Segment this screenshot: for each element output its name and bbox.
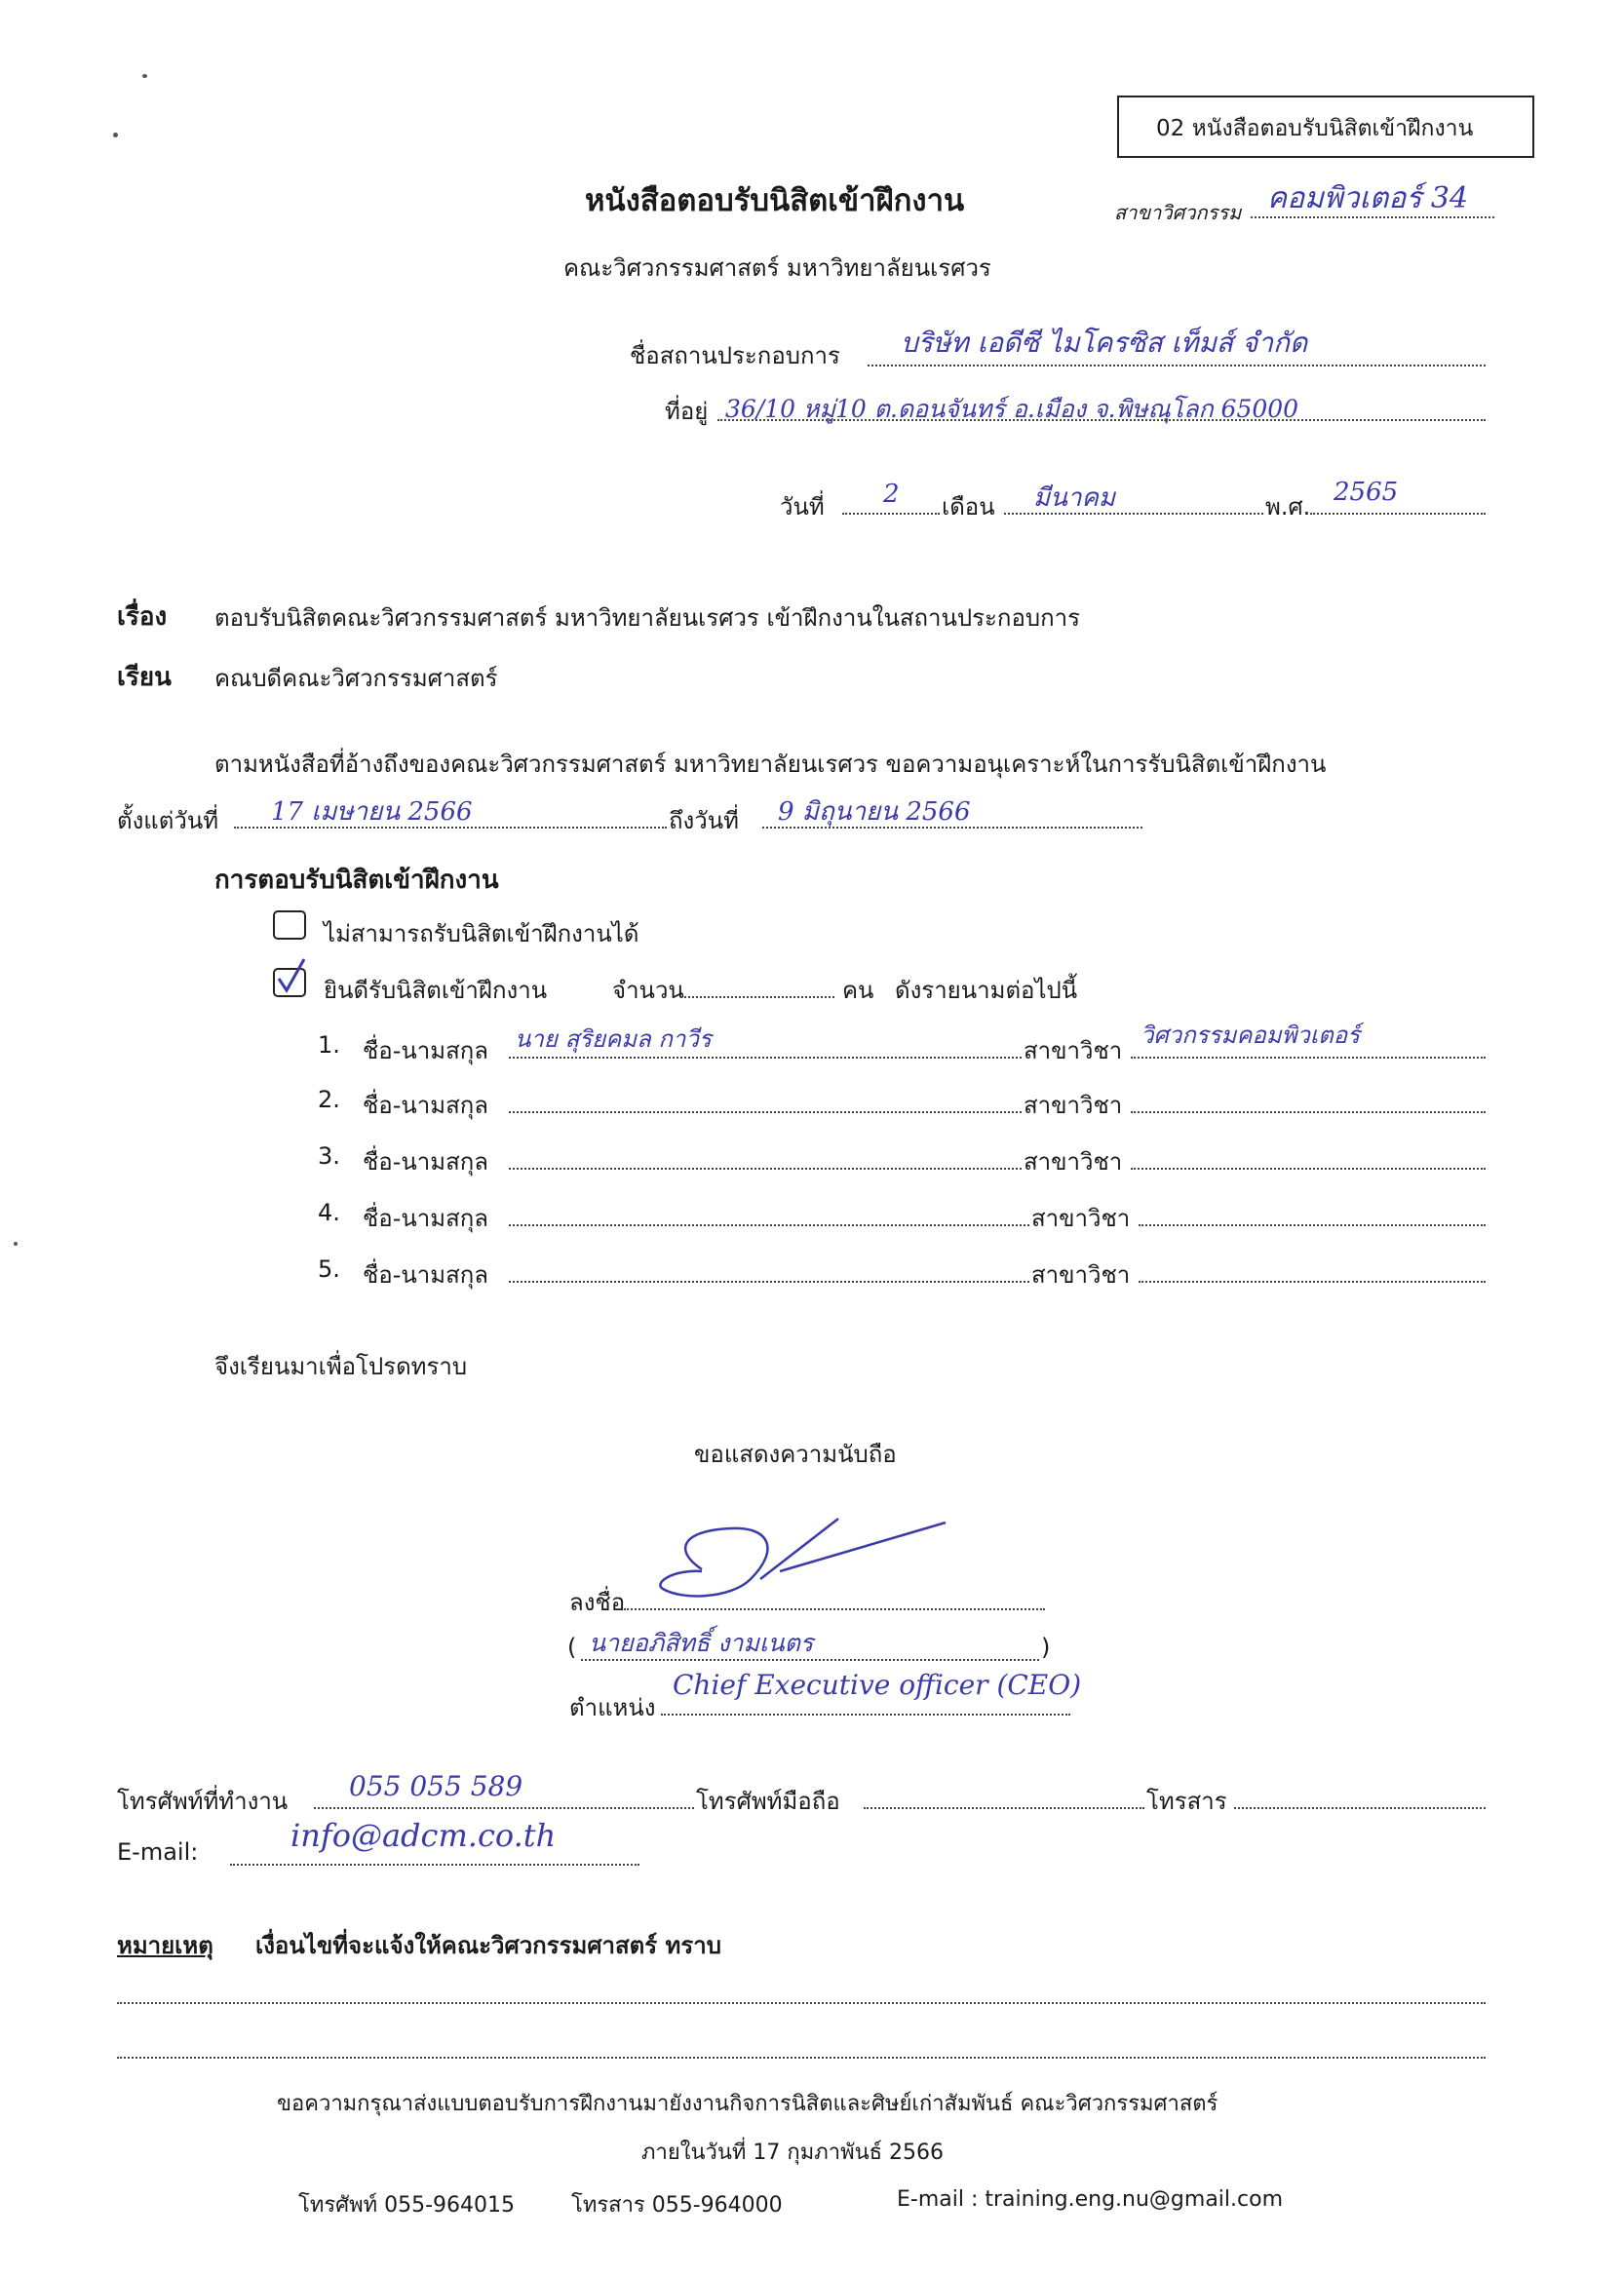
regards-text: ขอแสดงความนับถือ — [694, 1441, 897, 1468]
student-major-line — [1131, 1111, 1486, 1113]
student-major-label: สาขาวิชา — [1024, 1148, 1123, 1176]
student-number: 2. — [318, 1086, 340, 1113]
student-number: 1. — [318, 1031, 340, 1059]
faculty-subtitle: คณะวิศวกรรมศาสตร์ มหาวิทยาลัยนเรศวร — [563, 254, 991, 282]
student-major-line — [1139, 1281, 1486, 1283]
student-major-label: สาขาวิชา — [1024, 1037, 1123, 1064]
student-number: 4. — [318, 1199, 340, 1226]
position-value: Chief Executive officer (CEO) — [673, 1669, 1082, 1701]
student-name-label: ชื่อ-นามสกุล — [363, 1037, 488, 1064]
subject-text: ตอบรับนิสิตคณะวิศวกรรมศาสตร์ มหาวิทยาลัยนเรศวร เข้าฝึกงานในสถานประกอบการ — [214, 604, 1081, 632]
student-major-line — [1131, 1168, 1486, 1170]
student-name-line — [509, 1281, 1029, 1283]
student-name-line — [509, 1111, 1022, 1113]
student-major-line — [1131, 1057, 1486, 1059]
remark-label: หมายเหตุ — [117, 1932, 213, 1959]
student-major-label: สาขาวิชา — [1024, 1092, 1123, 1119]
footer-line-2: ภายในวันที่ 17 กุมภาพันธ์ 2566 — [641, 2141, 945, 2165]
company-value: บริษัท เอดีซี ไมโครซิส เท็มส์ จำกัด — [901, 327, 1308, 359]
count-unit: คน — [842, 977, 874, 1004]
student-name-label: ชื่อ-นามสกุล — [363, 1148, 488, 1176]
sign-label: ลงชื่อ — [569, 1589, 626, 1616]
date-year-line — [1310, 513, 1486, 515]
remark-text: เงื่อนไขที่จะแจ้งให้คณะวิศวกรรมศาสตร์ ทราบ — [255, 1932, 721, 1959]
body-text: ตามหนังสือที่อ้างถึงของคณะวิศวกรรมศาสตร์ มหาวิทยาลัยนเรศวร ขอความอนุเคราะห์ในการรับนิสิตเข้าฝึกงาน — [214, 751, 1327, 778]
date-day-label: วันที่ — [780, 493, 825, 521]
form-code-box — [1117, 96, 1534, 158]
check-mark-icon — [273, 955, 312, 998]
office-phone-line — [314, 1807, 694, 1809]
footer-line-1: ขอความกรุณาส่งแบบตอบรับการฝึกงานมายังงานกิจการนิสิตและศิษย์เก่าสัมพันธ์ คณะวิศวกรรมศาสตร์ — [277, 2092, 1218, 2116]
student-name-label: ชื่อ-นามสกุล — [363, 1092, 488, 1119]
footer-phone: โทรศัพท์ 055-964015 — [298, 2193, 516, 2218]
date-day-value: 2 — [883, 480, 900, 509]
address-label: ที่อยู่ — [665, 398, 709, 425]
date-month-label: เดือน — [942, 493, 995, 521]
list-label: ดังรายนามต่อไปนี้ — [895, 977, 1078, 1004]
scan-speck — [113, 133, 118, 137]
period-from-value: 17 เมษายน 2566 — [271, 797, 473, 827]
student-major-line — [1139, 1224, 1486, 1226]
closing-text: จึงเรียนมาเพื่อโปรดทราบ — [214, 1353, 468, 1380]
company-line — [868, 365, 1486, 367]
remark-line-2 — [117, 2057, 1486, 2059]
printed-name-open-paren: ( — [567, 1634, 577, 1661]
major-field-value: คอมพิวเตอร์ 34 — [1267, 181, 1469, 215]
accept-option-label: ยินดีรับนิสิตเข้าฝึกงาน — [324, 977, 548, 1004]
scan-speck — [142, 74, 147, 78]
scan-speck — [14, 1242, 18, 1246]
count-line — [680, 996, 834, 998]
email-label: E-mail: — [117, 1838, 199, 1866]
company-label: ชื่อสถานประกอบการ — [630, 342, 840, 369]
student-name-line — [509, 1224, 1029, 1226]
email-line — [230, 1864, 639, 1866]
date-year-value: 2565 — [1334, 478, 1399, 507]
period-to-label: ถึงวันที่ — [669, 807, 739, 834]
date-year-label: พ.ศ. — [1265, 493, 1311, 521]
date-day-line — [842, 513, 940, 515]
mobile-line — [864, 1807, 1144, 1809]
student-major-value: วิศวกรรมคอมพิวเตอร์ — [1141, 1022, 1360, 1049]
student-number: 3. — [318, 1142, 340, 1170]
printed-name-close-paren: ) — [1041, 1634, 1051, 1661]
student-major-label: สาขาวิชา — [1031, 1261, 1131, 1289]
subject-label: เรื่อง — [117, 602, 168, 632]
to-label: เรียน — [117, 663, 172, 692]
student-name-label: ชื่อ-นามสกุล — [363, 1261, 488, 1289]
document-title: หนังสือตอบรับนิสิตเข้าฝึกงาน — [585, 183, 965, 218]
position-line — [661, 1714, 1070, 1716]
student-name-line — [509, 1168, 1022, 1170]
email-value: info@adcm.co.th — [290, 1817, 557, 1854]
period-from-label: ตั้งแต่วันที่ — [117, 807, 219, 834]
fax-label: โทรสาร — [1146, 1788, 1227, 1815]
footer-email: E-mail : training.eng.nu@gmail.com — [897, 2187, 1283, 2212]
handwritten-signature — [643, 1511, 955, 1618]
mobile-label: โทรศัพท์มือถือ — [696, 1788, 840, 1815]
decline-checkbox[interactable] — [273, 910, 306, 940]
student-major-label: สาขาวิชา — [1031, 1205, 1131, 1232]
form-code-text: 02 หนังสือตอบรับนิสิตเข้าฝึกงาน — [1156, 116, 1474, 141]
to-text: คณบดีคณะวิศวกรรมศาสตร์ — [214, 665, 498, 692]
address-value: 36/10 หมู่10 ต.ดอนจันทร์ อ.เมือง จ.พิษณุโลก 65000 — [725, 395, 1299, 423]
period-to-value: 9 มิถุนายน 2566 — [778, 797, 971, 827]
major-field-label: สาขาวิศวกรรม — [1114, 201, 1242, 224]
fax-line — [1234, 1807, 1486, 1809]
date-month-value: มีนาคม — [1033, 483, 1116, 513]
student-name-label: ชื่อ-นามสกุล — [363, 1205, 488, 1232]
acceptance-heading: การตอบรับนิสิตเข้าฝึกงาน — [214, 866, 499, 895]
remark-line-1 — [117, 2002, 1486, 2004]
count-label: จำนวน — [612, 977, 684, 1004]
printed-name-value: นายอภิสิทธิ์ งามเนตร — [589, 1629, 814, 1657]
student-name-value: นาย สุริยคมล กาวีร — [515, 1025, 712, 1053]
footer-fax: โทรสาร 055-964000 — [571, 2193, 783, 2218]
decline-option-label: ไม่สามารถรับนิสิตเข้าฝึกงานได้ — [324, 920, 639, 947]
sign-line — [624, 1608, 1045, 1610]
student-number: 5. — [318, 1255, 340, 1283]
office-phone-label: โทรศัพท์ที่ทำงาน — [117, 1788, 289, 1815]
office-phone-value: 055 055 589 — [349, 1770, 523, 1802]
position-label: ตำแหน่ง — [569, 1694, 656, 1721]
